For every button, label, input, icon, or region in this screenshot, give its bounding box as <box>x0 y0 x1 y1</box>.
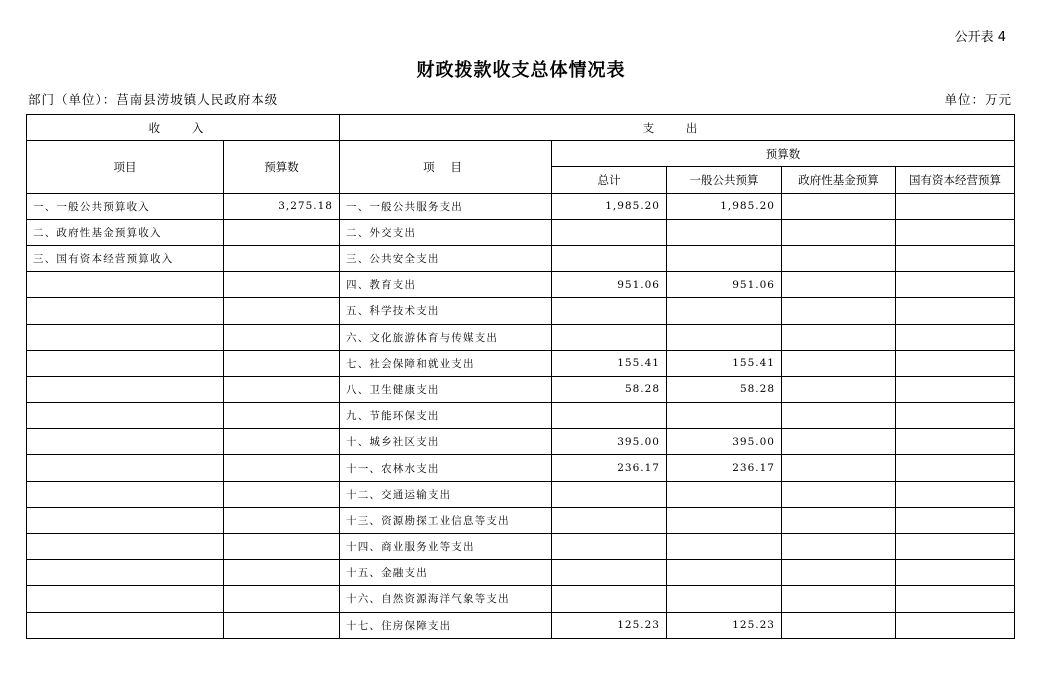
table-row <box>27 586 1015 612</box>
state-capital-budget-cell <box>896 507 1015 533</box>
general-budget-cell <box>667 534 782 560</box>
general-budget-cell: 951.06 <box>667 272 782 298</box>
expense-item-cell: 八、卫生健康支出 <box>340 376 552 402</box>
form-number: 公开表 4 <box>954 30 1006 45</box>
total-cell <box>552 245 667 271</box>
expense-item-cell: 十二、交通运输支出 <box>340 481 552 507</box>
general-budget-cell: 236.17 <box>667 455 782 481</box>
income-item-cell <box>27 324 224 350</box>
income-item-cell: 二、政府性基金预算收入 <box>27 219 224 245</box>
general-budget-cell: 58.28 <box>667 376 782 402</box>
total-cell: 951.06 <box>552 272 667 298</box>
income-amount-cell <box>224 298 340 324</box>
income-item-cell: 三、国有资本经营预算收入 <box>27 245 224 271</box>
income-item-cell <box>27 298 224 324</box>
budget-table <box>26 114 1015 639</box>
general-budget-cell <box>667 403 782 429</box>
state-capital-budget-cell <box>896 219 1015 245</box>
table-row <box>27 324 1015 350</box>
state-capital-budget-cell <box>896 560 1015 586</box>
state-capital-budget-cell <box>896 534 1015 560</box>
fund-budget-cell <box>782 507 896 533</box>
col-general-budget: 一般公共预算 <box>667 167 782 193</box>
table-row <box>27 272 1015 298</box>
col-expense-budget: 预算数 <box>552 141 1015 167</box>
general-budget-cell <box>667 219 782 245</box>
fund-budget-cell <box>782 612 896 638</box>
general-budget-cell: 125.23 <box>667 612 782 638</box>
income-amount-cell <box>224 481 340 507</box>
state-capital-budget-cell <box>896 298 1015 324</box>
fund-budget-cell <box>782 324 896 350</box>
fund-budget-cell <box>782 455 896 481</box>
expense-item-cell: 十四、商业服务业等支出 <box>340 534 552 560</box>
table-row <box>27 376 1015 402</box>
expense-item-cell: 十六、自然资源海洋气象等支出 <box>340 586 552 612</box>
income-item-cell <box>27 481 224 507</box>
state-capital-budget-cell <box>896 272 1015 298</box>
income-item-cell <box>27 612 224 638</box>
header-row-columns <box>27 141 1015 167</box>
general-budget-cell <box>667 586 782 612</box>
expense-item-cell: 六、文化旅游体育与传媒支出 <box>340 324 552 350</box>
department-label: 部门（单位）：莒南县涝坡镇人民政府本级 <box>28 92 279 107</box>
income-header: 收 入 <box>27 115 340 141</box>
income-amount-cell <box>224 245 340 271</box>
page-title: 财政拨款收支总体情况表 <box>416 60 626 81</box>
total-cell <box>552 560 667 586</box>
fund-budget-cell <box>782 272 896 298</box>
income-item-cell <box>27 403 224 429</box>
income-item-cell: 一、一般公共预算收入 <box>27 193 224 219</box>
table-row <box>27 534 1015 560</box>
total-cell <box>552 481 667 507</box>
expense-item-cell: 十一、农林水支出 <box>340 455 552 481</box>
fund-budget-cell <box>782 534 896 560</box>
table-row <box>27 245 1015 271</box>
income-item-cell <box>27 534 224 560</box>
state-capital-budget-cell <box>896 612 1015 638</box>
total-cell: 395.00 <box>552 429 667 455</box>
table-row <box>27 298 1015 324</box>
fund-budget-cell <box>782 481 896 507</box>
income-amount-cell <box>224 455 340 481</box>
expense-item-cell: 五、科学技术支出 <box>340 298 552 324</box>
total-cell <box>552 324 667 350</box>
expense-item-cell: 七、社会保障和就业支出 <box>340 350 552 376</box>
fund-budget-cell <box>782 193 896 219</box>
income-item-cell <box>27 429 224 455</box>
expense-header: 支 出 <box>340 115 1015 141</box>
income-item-cell <box>27 350 224 376</box>
table-row <box>27 219 1015 245</box>
expense-item-cell: 十五、金融支出 <box>340 560 552 586</box>
state-capital-budget-cell <box>896 376 1015 402</box>
general-budget-cell <box>667 507 782 533</box>
total-cell <box>552 219 667 245</box>
total-cell: 236.17 <box>552 455 667 481</box>
income-amount-cell <box>224 324 340 350</box>
state-capital-budget-cell <box>896 350 1015 376</box>
income-amount-cell <box>224 560 340 586</box>
table-body <box>27 193 1015 638</box>
table-row <box>27 507 1015 533</box>
col-income-budget: 预算数 <box>224 141 340 193</box>
unit-label: 单位：万元 <box>944 92 1012 107</box>
fund-budget-cell <box>782 298 896 324</box>
fund-budget-cell <box>782 219 896 245</box>
income-item-cell <box>27 560 224 586</box>
state-capital-budget-cell <box>896 586 1015 612</box>
expense-item-cell: 三、公共安全支出 <box>340 245 552 271</box>
total-cell <box>552 403 667 429</box>
state-capital-budget-cell <box>896 193 1015 219</box>
table-row <box>27 455 1015 481</box>
fund-budget-cell <box>782 560 896 586</box>
col-state-capital-budget: 国有资本经营预算 <box>896 167 1015 193</box>
general-budget-cell <box>667 245 782 271</box>
fund-budget-cell <box>782 245 896 271</box>
income-amount-cell <box>224 350 340 376</box>
expense-item-cell: 一、一般公共服务支出 <box>340 193 552 219</box>
expense-item-cell: 二、外交支出 <box>340 219 552 245</box>
income-amount-cell <box>224 219 340 245</box>
total-cell: 125.23 <box>552 612 667 638</box>
state-capital-budget-cell <box>896 245 1015 271</box>
state-capital-budget-cell <box>896 481 1015 507</box>
col-income-item: 项目 <box>27 141 224 193</box>
general-budget-cell <box>667 298 782 324</box>
general-budget-cell: 1,985.20 <box>667 193 782 219</box>
table-row <box>27 350 1015 376</box>
income-item-cell <box>27 376 224 402</box>
fund-budget-cell <box>782 586 896 612</box>
expense-item-cell: 十、城乡社区支出 <box>340 429 552 455</box>
expense-item-cell: 十三、资源勘探工业信息等支出 <box>340 507 552 533</box>
state-capital-budget-cell <box>896 429 1015 455</box>
col-expense-item: 项 目 <box>340 141 552 193</box>
state-capital-budget-cell <box>896 403 1015 429</box>
income-amount-cell <box>224 376 340 402</box>
table-row <box>27 429 1015 455</box>
income-amount-cell <box>224 429 340 455</box>
income-item-cell <box>27 507 224 533</box>
general-budget-cell: 395.00 <box>667 429 782 455</box>
fund-budget-cell <box>782 350 896 376</box>
total-cell <box>552 586 667 612</box>
total-cell <box>552 534 667 560</box>
general-budget-cell <box>667 481 782 507</box>
general-budget-cell <box>667 560 782 586</box>
table-row <box>27 612 1015 638</box>
income-item-cell <box>27 455 224 481</box>
expense-item-cell: 四、教育支出 <box>340 272 552 298</box>
total-cell: 58.28 <box>552 376 667 402</box>
total-cell: 1,985.20 <box>552 193 667 219</box>
income-item-cell <box>27 586 224 612</box>
table-row <box>27 193 1015 219</box>
income-amount-cell <box>224 534 340 560</box>
fund-budget-cell <box>782 376 896 402</box>
header-row-group <box>27 115 1015 141</box>
general-budget-cell: 155.41 <box>667 350 782 376</box>
total-cell <box>552 507 667 533</box>
fund-budget-cell <box>782 403 896 429</box>
income-item-cell <box>27 272 224 298</box>
fund-budget-cell <box>782 429 896 455</box>
table-row <box>27 403 1015 429</box>
expense-item-cell: 十七、住房保障支出 <box>340 612 552 638</box>
state-capital-budget-cell <box>896 324 1015 350</box>
total-cell <box>552 298 667 324</box>
state-capital-budget-cell <box>896 455 1015 481</box>
table-row <box>27 560 1015 586</box>
income-amount-cell <box>224 507 340 533</box>
expense-item-cell: 九、节能环保支出 <box>340 403 552 429</box>
income-amount-cell <box>224 272 340 298</box>
col-fund-budget: 政府性基金预算 <box>782 167 896 193</box>
income-amount-cell <box>224 612 340 638</box>
income-amount-cell: 3,275.18 <box>224 193 340 219</box>
income-amount-cell <box>224 586 340 612</box>
total-cell: 155.41 <box>552 350 667 376</box>
general-budget-cell <box>667 324 782 350</box>
table-row <box>27 481 1015 507</box>
income-amount-cell <box>224 403 340 429</box>
col-total: 总计 <box>552 167 667 193</box>
